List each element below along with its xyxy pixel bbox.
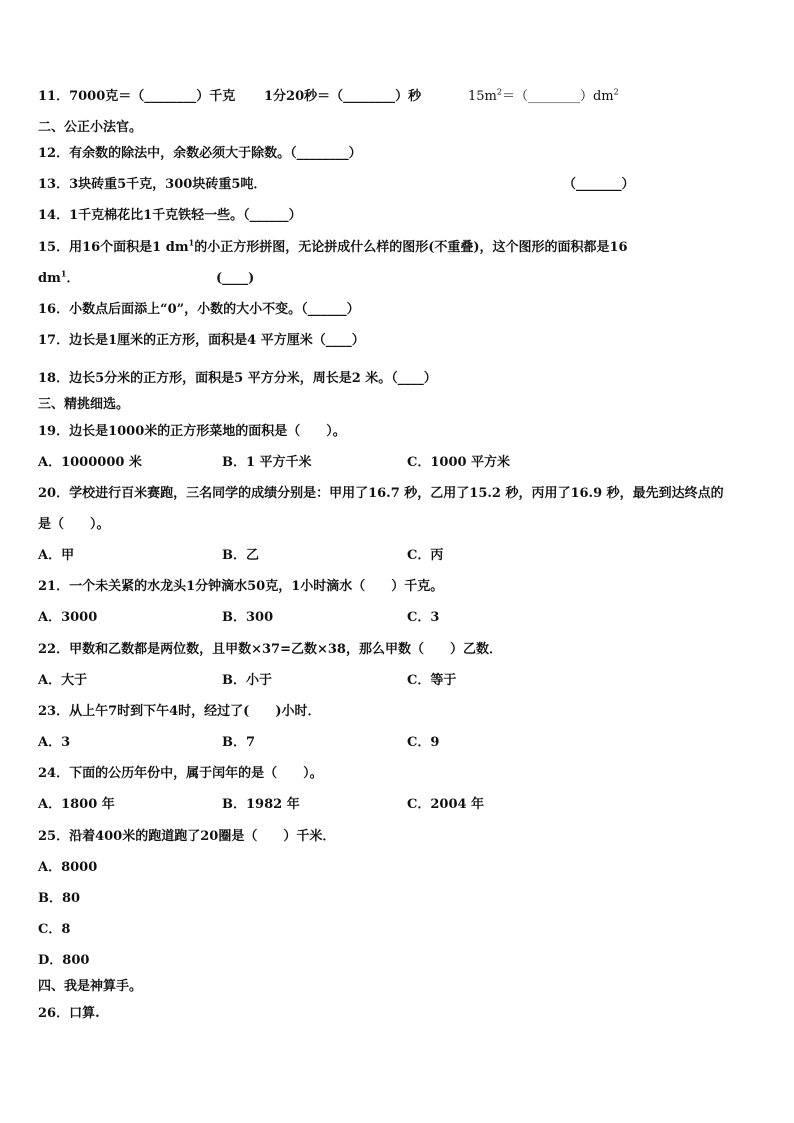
q21-option-c[interactable]: C．3 <box>407 610 440 625</box>
q22-stem: 22．甲数和乙数都是两位数，且甲数×37=乙数×38，那么甲数（ ）乙数． <box>38 642 502 657</box>
q11-part3-mid: ＝（________）dm <box>501 89 614 104</box>
q26: 26．口算. <box>38 1006 100 1021</box>
q11-part2: 1分20秒＝（________）秒 <box>264 89 422 104</box>
q11-part3 <box>468 89 619 105</box>
q22-option-b[interactable]: B．小于 <box>222 673 272 688</box>
q13-text: 13．3块砖重5千克，300块砖重5吨． <box>38 177 267 192</box>
q16: 16．小数点后面添上“0”，小数的大小不变。（______） <box>38 302 360 317</box>
q11-part3-prefix: 15m <box>468 89 497 104</box>
q25-option-c[interactable]: C．8 <box>38 922 71 937</box>
section-3-heading: 三、精挑细选。 <box>38 397 130 412</box>
q22-option-a[interactable]: A．大于 <box>38 673 88 688</box>
q15-line1-exp: 1 <box>188 237 195 248</box>
q15-line1-a: 15．用16个面积是1 dm <box>38 240 189 255</box>
q25-option-a[interactable]: A．8000 <box>38 860 98 875</box>
q19-stem: 19．边长是1000米的正方形菜地的面积是（ ）。 <box>38 424 346 439</box>
q21-option-a[interactable]: A．3000 <box>38 610 98 625</box>
q14: 14．1千克棉花比1千克铁轻一些。（______） <box>38 208 302 223</box>
q20-stem-line1: 20．学校进行百米赛跑，三名同学的成绩分别是：甲用了16.7 秒，乙用了15.2 秒，丙用了16.9 秒，最先到达终点的 <box>38 486 724 501</box>
q24-stem: 24．下面的公历年份中，属于闰年的是（ ）。 <box>38 766 323 781</box>
q24-option-a[interactable]: A．1800 年 <box>38 797 115 812</box>
q15-line2 <box>38 268 80 287</box>
q19-option-a[interactable]: A．1000000 米 <box>38 455 142 470</box>
section-4-heading: 四、我是神算手。 <box>38 979 143 994</box>
q20-option-c[interactable]: C．丙 <box>407 548 444 563</box>
q23-option-a[interactable]: A．3 <box>38 735 71 750</box>
q17: 17．边长是1厘米的正方形，面积是4 平方厘米（____） <box>38 333 365 348</box>
q11-part1: 11．7000克＝（________）千克 <box>38 89 236 104</box>
q22-option-c[interactable]: C．等于 <box>407 673 457 688</box>
q23-option-b[interactable]: B．7 <box>222 735 256 750</box>
q15-blank: (____) <box>216 271 255 286</box>
q21-option-b[interactable]: B．300 <box>222 610 274 625</box>
q24-option-b[interactable]: B．1982 年 <box>222 797 300 812</box>
q15-line1 <box>38 237 628 256</box>
q20-option-b[interactable]: B．乙 <box>222 548 259 563</box>
q20-option-a[interactable]: A．甲 <box>38 548 75 563</box>
section-2-heading: 二、公正小法官。 <box>38 120 143 135</box>
q23-stem: 23．从上午7时到下午4时，经过了( )小时． <box>38 704 321 719</box>
q12: 12．有余数的除法中，余数必须大于除数。（________） <box>38 146 362 161</box>
q23-option-c[interactable]: C．9 <box>407 735 440 750</box>
q25-option-d[interactable]: D．800 <box>38 953 90 968</box>
q19-option-c[interactable]: C．1000 平方米 <box>407 455 511 470</box>
q11-part3-exp: 2 <box>496 87 502 97</box>
q15-line2-a: dm <box>38 271 61 286</box>
q25-stem: 25．沿着400米的跑道跑了20圈是（ ）千米． <box>38 829 336 844</box>
q15-line2-exp: 1 <box>60 268 67 279</box>
q18: 18．边长5分米的正方形，面积是5 平方分米，周长是2 米。（____） <box>38 371 437 386</box>
q19-option-b[interactable]: B．1 平方千米 <box>222 455 312 470</box>
q13-blank: （_______） <box>563 177 635 192</box>
q20-stem-line2: 是（ ）。 <box>38 517 110 532</box>
q24-option-c[interactable]: C．2004 年 <box>407 797 485 812</box>
q15-line1-b: 的小正方形拼图，无论拼成什么样的图形(不重叠)，这个图形的面积都是16 <box>194 240 628 255</box>
q15-line2-b: ． <box>66 271 80 286</box>
q11-part3-exp2: 2 <box>613 87 619 97</box>
q21-stem: 21．一个未关紧的水龙头1分钟滴水50克，1小时滴水（ ）千克。 <box>38 579 444 594</box>
q25-option-b[interactable]: B．80 <box>38 891 81 906</box>
